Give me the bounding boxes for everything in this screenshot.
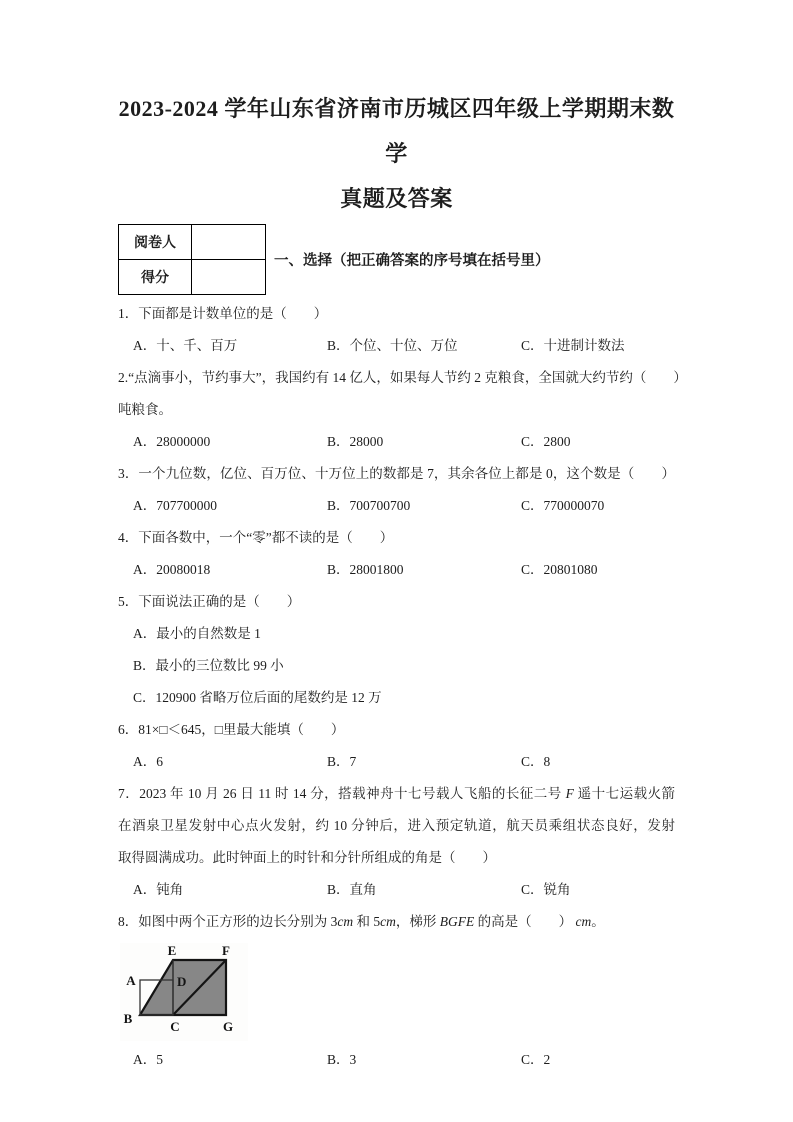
question-2-options	[118, 426, 675, 458]
grader-label-score: 得分	[119, 260, 192, 295]
grader-header-row	[118, 224, 675, 295]
question-8-options	[118, 1044, 675, 1076]
question-4-text: 4．下面各数中，一个“零”都不读的是（ ）	[118, 530, 394, 545]
grader-label-reviewer: 阅卷人	[119, 225, 192, 260]
question-6-text: 6．81×□＜645，□里最大能填（ ）	[118, 722, 345, 737]
figure-label-g: G	[222, 1019, 234, 1034]
figure-label-f: F	[222, 943, 230, 958]
question-2-text-line1: 2.“点滴事小，节约事大”，我国约有 14 亿人，如果每人节约 2 克粮食，全国就大约节约（ ）	[118, 370, 687, 385]
figure-label-b: B	[123, 1011, 133, 1026]
figure-label-d: D	[177, 974, 187, 989]
question-6	[118, 714, 675, 778]
question-1-options	[118, 330, 675, 362]
question-5-text: 5．下面说法正确的是（ ）	[118, 594, 301, 609]
question-6-options	[118, 746, 675, 778]
question-8	[118, 906, 675, 1076]
question-6-option-a: A．6	[133, 754, 163, 769]
question-2-option-b: B．28000	[327, 434, 384, 449]
question-2	[118, 362, 687, 458]
page-title-line1: 2023-2024 学年山东省济南市历城区四年级上学期期末数学	[118, 96, 675, 166]
question-3-option-a: A．707700000	[133, 498, 217, 513]
question-list	[118, 298, 687, 1076]
question-4-option-c: C．20801080	[521, 562, 598, 577]
question-7-option-a: A．钝角	[133, 882, 184, 897]
question-1	[118, 298, 675, 362]
question-2-text-line2: 吨粮食。	[118, 402, 172, 417]
figure-label-a: A	[126, 973, 136, 988]
question-7-options	[118, 874, 675, 906]
question-3-text: 3．一个九位数，亿位、百万位、十万位上的数都是 7，其余各位上都是 0，这个数是（ ）	[118, 466, 675, 481]
question-8-seg1: 8．如图中两个正方形的边长分别为 3	[118, 914, 338, 929]
question-7-text-line1	[118, 778, 675, 810]
question-6-option-c: C．8	[521, 754, 551, 769]
page-title	[118, 86, 675, 221]
question-4-option-a: A．20080018	[133, 562, 211, 577]
question-2-option-a: A．28000000	[133, 434, 211, 449]
question-5	[118, 586, 675, 714]
question-8-option-b: B．3	[327, 1052, 357, 1067]
figure-label-c: C	[170, 1019, 180, 1034]
question-7-option-b: B．直角	[327, 882, 377, 897]
question-7	[118, 778, 675, 906]
question-6-option-b: B．7	[327, 754, 357, 769]
question-8-option-c: C．2	[521, 1052, 551, 1067]
question-5-option-c: C．120900 省略万位后面的尾数约是 12 万	[133, 690, 382, 705]
figure-label-e: E	[167, 943, 177, 958]
question-8-unit1: cm	[337, 914, 354, 929]
grader-value-score	[192, 260, 266, 295]
grader-row-score	[119, 260, 266, 295]
question-3-options	[118, 490, 675, 522]
question-8-option-a: A．5	[133, 1052, 163, 1067]
question-7-line1-post: 遥十七运载火箭	[573, 786, 676, 801]
question-1-option-c: C．十进制计数法	[521, 338, 625, 353]
question-5-option-b: B．最小的三位数比 99 小	[133, 658, 284, 673]
question-5-option-a: A．最小的自然数是 1	[133, 626, 261, 641]
question-3-option-b: B．700700700	[327, 498, 411, 513]
question-3	[118, 458, 675, 522]
question-8-trapezoid-name: BGFE	[439, 914, 475, 929]
question-7-option-c: C．锐角	[521, 882, 571, 897]
question-4	[118, 522, 675, 586]
grader-value-reviewer	[192, 225, 266, 260]
question-1-text: 1．下面都是计数单位的是（ ）	[118, 306, 328, 321]
question-8-seg4: 的高是（ ）	[474, 914, 576, 929]
grader-table	[118, 224, 266, 295]
question-8-seg3: ，梯形	[395, 914, 440, 929]
question-3-option-c: C．770000070	[521, 498, 605, 513]
grader-row-reviewer	[119, 225, 266, 260]
section-heading: 一、选择（把正确答案的序号填在括号里）	[274, 253, 550, 269]
question-4-option-b: B．28001800	[327, 562, 404, 577]
question-4-options	[118, 554, 675, 586]
question-8-unit3: cm	[575, 914, 592, 929]
question-1-option-a: A．十、千、百万	[133, 338, 238, 353]
question-7-text-line2: 在酒泉卫星发射中心点火发射，约 10 分钟后，进入预定轨道，航天员乘组状态良好，发射	[118, 818, 675, 833]
question-7-text-line3: 取得圆满成功。此时钟面上的时针和分针所组成的角是（ ）	[118, 850, 496, 865]
question-7-line1-rocket-code: F	[565, 786, 574, 801]
question-8-seg2: 和 5	[353, 914, 381, 929]
question-1-option-b: B．个位、十位、万位	[327, 338, 458, 353]
question-2-option-c: C．2800	[521, 434, 571, 449]
question-8-figure	[118, 938, 675, 1044]
question-8-seg5: 。	[591, 914, 605, 929]
question-7-line1-pre: 7．2023 年 10 月 26 日 11 时 14 分，搭载神舟十七号载人飞船的长征二号	[118, 786, 566, 801]
page-title-line2: 真题及答案	[340, 186, 453, 211]
squares-trapezoid-diagram	[120, 943, 248, 1041]
question-8-text	[118, 906, 675, 938]
question-8-unit2: cm	[380, 914, 396, 929]
